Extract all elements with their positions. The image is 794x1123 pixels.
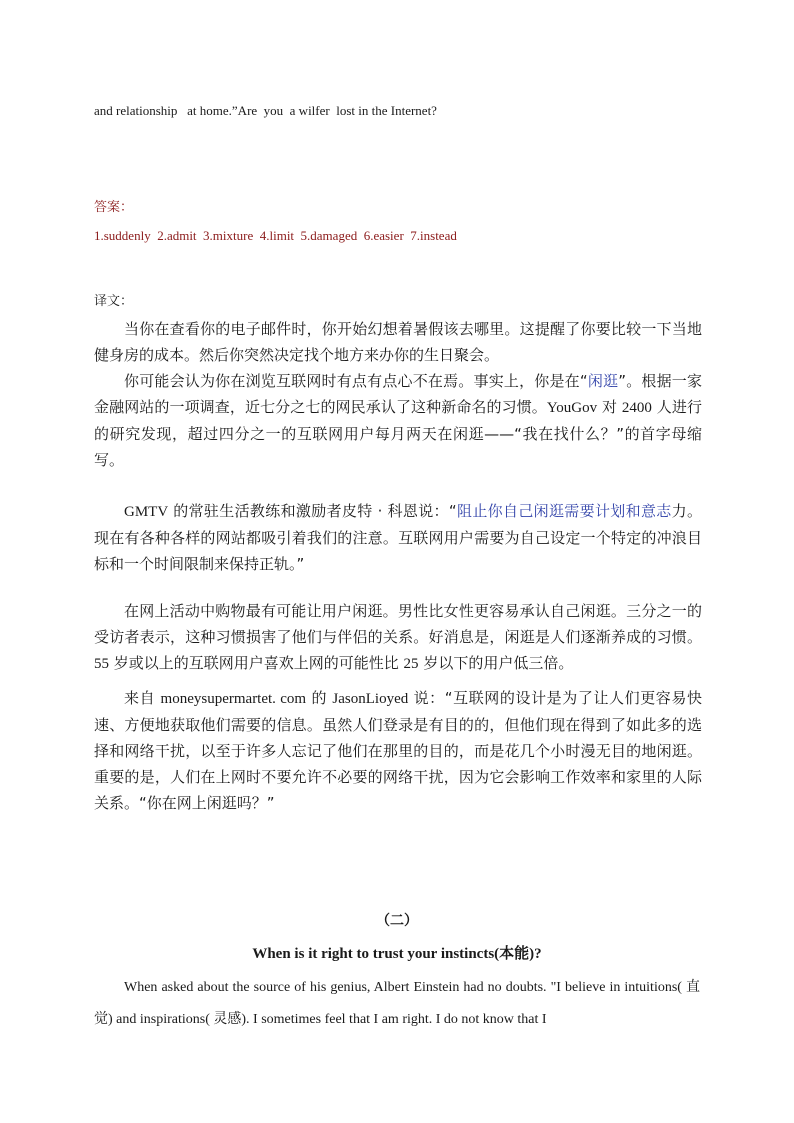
p3-text-b: 的常驻生活教练和激励者皮特 · 科恩说：“ [168, 502, 457, 520]
p5-website: moneysupermartet. com [160, 691, 307, 707]
p5-text-c: 的 [306, 689, 333, 707]
p5-person: JasonLioyed [332, 691, 409, 707]
translation-paragraph-2 [94, 368, 702, 473]
section-number: （二） [376, 913, 418, 929]
p5-text-a: 来自 [124, 689, 161, 707]
p2-text-c: ”。根据一家金融网站的一项调查，近七分之七的网民承认了这种新命名的习惯。 [94, 372, 702, 416]
p2-yougov: YouGov [546, 400, 598, 416]
passage-last-line: and relationship at home.”Are you a wilfer lost in the Internet? [94, 103, 437, 118]
p4-text-a: 在网上活动中购物最有可能让用户闲逛。男性比女性更容易承认自己闲逛。三分之一的受访者表示，这种习惯损害了他们与伴侣的关系。好消息是，闲逛是人们逐渐养成的习惯。 [94, 602, 702, 646]
translation-paragraph-5 [94, 685, 702, 816]
p4-age-25: 25 [403, 656, 419, 672]
p3-gmtv: GMTV [124, 504, 169, 520]
p4-age-55: 55 [94, 656, 109, 672]
p3-highlight: 阻止你自己闲逛需要计划和意志 [456, 502, 672, 520]
translation-paragraph-1: 当你在查看你的电子邮件时，你开始幻想着暑假该去哪里。这提醒了你要比较一下当地健身房的成本。然后你突然决定找个地方来办你的生日聚会。 [94, 320, 702, 364]
p2-highlight: 闲逛 [587, 372, 619, 390]
p3-text-d: 力。现在有各种各样的网站都吸引着我们的注意。互联网用户需要为自己设定一个特定的冲浪目标和一个时间限制来保持正轨。” [94, 502, 702, 573]
p5-text-e: 说：“互联网的设计是为了让人们更容易快速、方便地获取他们需要的信息。虽然人们登录是有目的的，但他们现在得到了如此多的选择和网络干扰，以至于许多人忘记了他们在那里的目的，而是花几个小时漫无目的地闲逛。重要的是，人们在上网时不要允许不必要的网络干扰，因为它会影响工作效率和家里的人际关系。“你在网上闲逛吗？” [94, 689, 702, 812]
p2-text-g: 人进行的研究发现，超过四分之一的互联网用户每月两天在闲逛——“我在找什么？”的首字母缩写。 [94, 398, 702, 469]
translation-heading: 译文： [94, 294, 134, 309]
p4-text-c: 岁或以上的互联网用户喜欢上网的可能性比 [109, 654, 404, 672]
answer-heading: 答案： [94, 200, 134, 215]
translation-paragraph-4 [94, 598, 702, 677]
section-title: When is it right to trust your instincts(本能)? [252, 946, 542, 962]
p2-number: 2400 [621, 400, 652, 416]
p4-text-e: 岁以下的用户低三倍。 [418, 654, 574, 672]
answer-list: 1.suddenly 2.admit 3.mixture 4.limit 5.damaged 6.easier 7.instead [94, 228, 457, 243]
p2-text-a: 你可能会认为你在浏览互联网时有点有点心不在焉。事实上，你是在“ [124, 372, 588, 390]
translation-paragraph-3 [94, 498, 702, 577]
p2-text-e: 对 [597, 398, 622, 416]
section-paragraph: When asked about the source of his genius, Albert Einstein had no doubts. "I believe in intuitions( 直觉) and inspirations( 灵感). I sometimes feel that I am right. I do not know that I [94, 980, 700, 1027]
